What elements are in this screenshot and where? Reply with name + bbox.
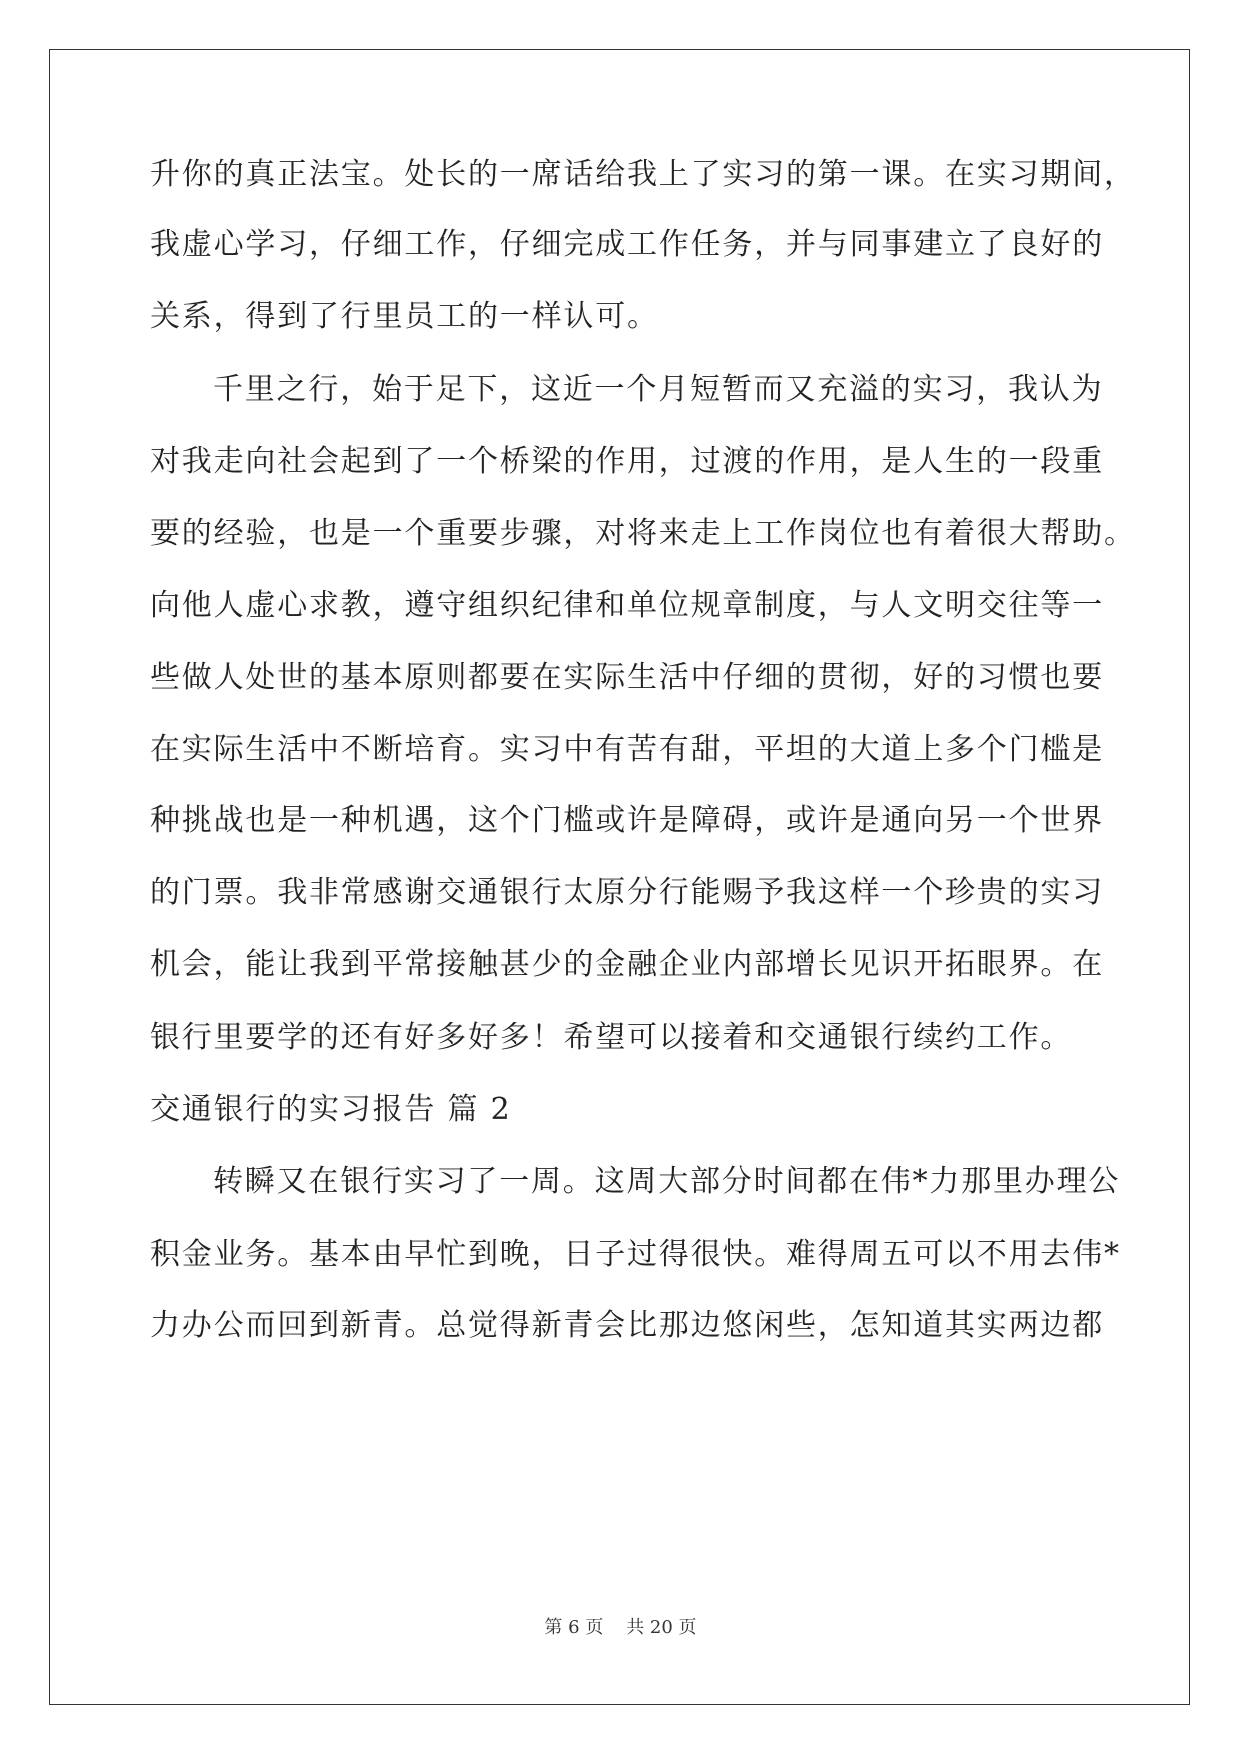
section-heading: 交通银行的实习报告 篇 2 — [150, 1092, 512, 1127]
text-line: 力办公而回到新青。总觉得新青会比那边悠闲些，怎知道其实两边都 — [150, 1308, 1104, 1343]
text-line: 些做人处世的基本原则都要在实际生活中仔细的贯彻，好的习惯也要 — [150, 660, 1104, 695]
text-line: 我虚心学习，仔细工作，仔细完成工作任务，并与同事建立了良好的 — [150, 227, 1104, 262]
text-line: 千里之行，始于足下，这近一个月短暂而又充溢的实习，我认为 — [213, 372, 1104, 407]
text-line: 在实际生活中不断培育。实习中有苦有甜，平坦的大道上多个门槛是 — [150, 732, 1104, 767]
text-line: 关系，得到了行里员工的一样认可。 — [150, 299, 659, 334]
text-line: 机会，能让我到平常接触甚少的金融企业内部增长见识开拓眼界。在 — [150, 947, 1104, 982]
text-line: 转瞬又在银行实习了一周。这周大部分时间都在伟*力那里办理公 — [213, 1164, 1121, 1199]
text-line: 升你的真正法宝。处长的一席话给我上了实习的第一课。在实习期间， — [150, 157, 1136, 192]
page-footer: 第 6 页 共 20 页 — [544, 1617, 697, 1638]
text-line: 种挑战也是一种机遇，这个门槛或许是障碍，或许是通向另一个世界 — [150, 803, 1104, 838]
text-line: 银行里要学的还有好多好多！希望可以接着和交通银行续约工作。 — [150, 1020, 1073, 1055]
text-line: 向他人虚心求教，遵守组织纪律和单位规章制度，与人文明交往等一 — [150, 588, 1104, 623]
text-line: 对我走向社会起到了一个桥梁的作用，过渡的作用，是人生的一段重 — [150, 444, 1104, 479]
text-line: 积金业务。基本由早忙到晚，日子过得很快。难得周五可以不用去伟* — [150, 1237, 1121, 1272]
text-line: 的门票。我非常感谢交通银行太原分行能赐予我这样一个珍贵的实习 — [150, 875, 1104, 910]
text-line: 要的经验，也是一个重要步骤，对将来走上工作岗位也有着很大帮助。 — [150, 516, 1136, 551]
